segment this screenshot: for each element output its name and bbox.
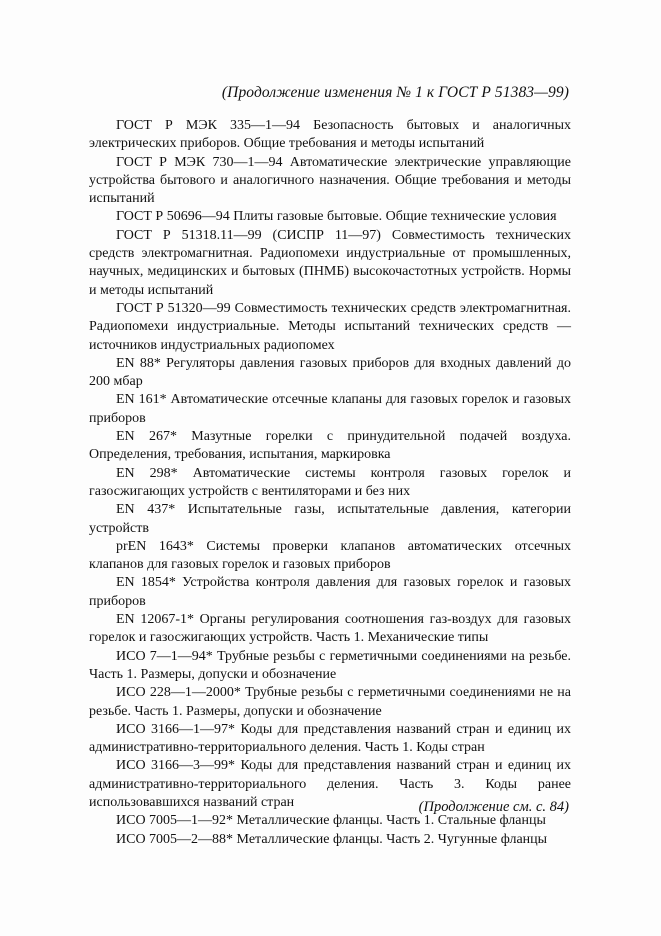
page-header: (Продолжение изменения № 1 к ГОСТ Р 51383—99) <box>221 84 569 101</box>
reference-entry: ИСО 7005—1—92* Металлические фланцы. Часть 1. Стальные фланцы <box>116 813 546 829</box>
page-footer: (Продолжение см. с. 84) <box>418 799 569 815</box>
reference-entry: EN 88* Регуляторы давления газовых приборов для входных давлений до 200 мбар <box>89 355 571 390</box>
reference-entry: EN 298* Автоматические системы контроля газовых горелок и газосжигающих устройств с вентиляторами и без них <box>89 465 571 499</box>
reference-entry: ГОСТ Р 51318.11—99 (СИСПР 11—97) Совместимость технических средств электромагнитная. Радиопомехи индустриальные от промышленных, научных, медицинских и бытовых (ПНМБ) высокочастотных устройств. Нормы и методы испытаний <box>89 227 571 298</box>
reference-entry: ИСО 7—1—94* Трубные резьбы с герметичными соединениями на резьбе. Часть 1. Размеры, допуски и обозначение <box>89 648 571 682</box>
reference-entry: EN 267* Мазутные горелки с принудительной подачей воздуха. Определения, требования, испытания, маркировка <box>89 429 571 463</box>
reference-entry: ГОСТ Р 50696—94 Плиты газовые бытовые. Общие технические условия <box>116 209 557 225</box>
reference-entry: EN 161* Автоматические отсечные клапаны для газовых горелок и газовых приборов <box>89 392 571 426</box>
reference-entry: ГОСТ Р 51320—99 Совместимость технических средств электромагнитная. Радиопомехи индустриальные. Методы испытаний технических средств — источников индустриальных радиопомех <box>89 300 571 353</box>
reference-entry: ГОСТ Р МЭК 730—1—94 Автоматические электрические управляющие устройства бытового и аналогичного назначения. Общие требования и методы испытаний <box>89 154 571 207</box>
reference-entry: ИСО 3166—1—97* Коды для представления названий стран и единиц их административно-территориального деления. Часть 1. Коды стран <box>89 721 571 756</box>
reference-entry: ГОСТ Р МЭК 335—1—94 Безопасность бытовых и аналогичных электрических приборов. Общие требования и методы испытаний <box>89 118 571 152</box>
reference-entry: ИСО 3166—3—99* Коды для представления названий стран и единиц их административно-территориального деления. Часть 3. Коды ранее использовавшихся названий стран <box>89 758 571 810</box>
reference-list <box>89 117 571 849</box>
reference-entry: EN 437* Испытательные газы, испытательные давления, категории устройств <box>89 502 571 536</box>
reference-entry: ИСО 7005—2—88* Металлические фланцы. Часть 2. Чугунные фланцы <box>116 831 548 847</box>
reference-entry: prEN 1643* Системы проверки клапанов автоматических отсечных клапанов для газовых горелок и газовых приборов <box>89 538 571 573</box>
reference-entry: EN 1854* Устройства контроля давления для газовых горелок и газовых приборов <box>89 575 571 609</box>
reference-entry: ИСО 228—1—2000* Трубные резьбы с герметичными соединениями не на резьбе. Часть 1. Размеры, допуски и обозначение <box>89 685 571 719</box>
reference-entry: EN 12067-1* Органы регулирования соотношения газ-воздух для газовых горелок и газосжигающих устройств. Часть 1. Механические типы <box>89 612 571 646</box>
